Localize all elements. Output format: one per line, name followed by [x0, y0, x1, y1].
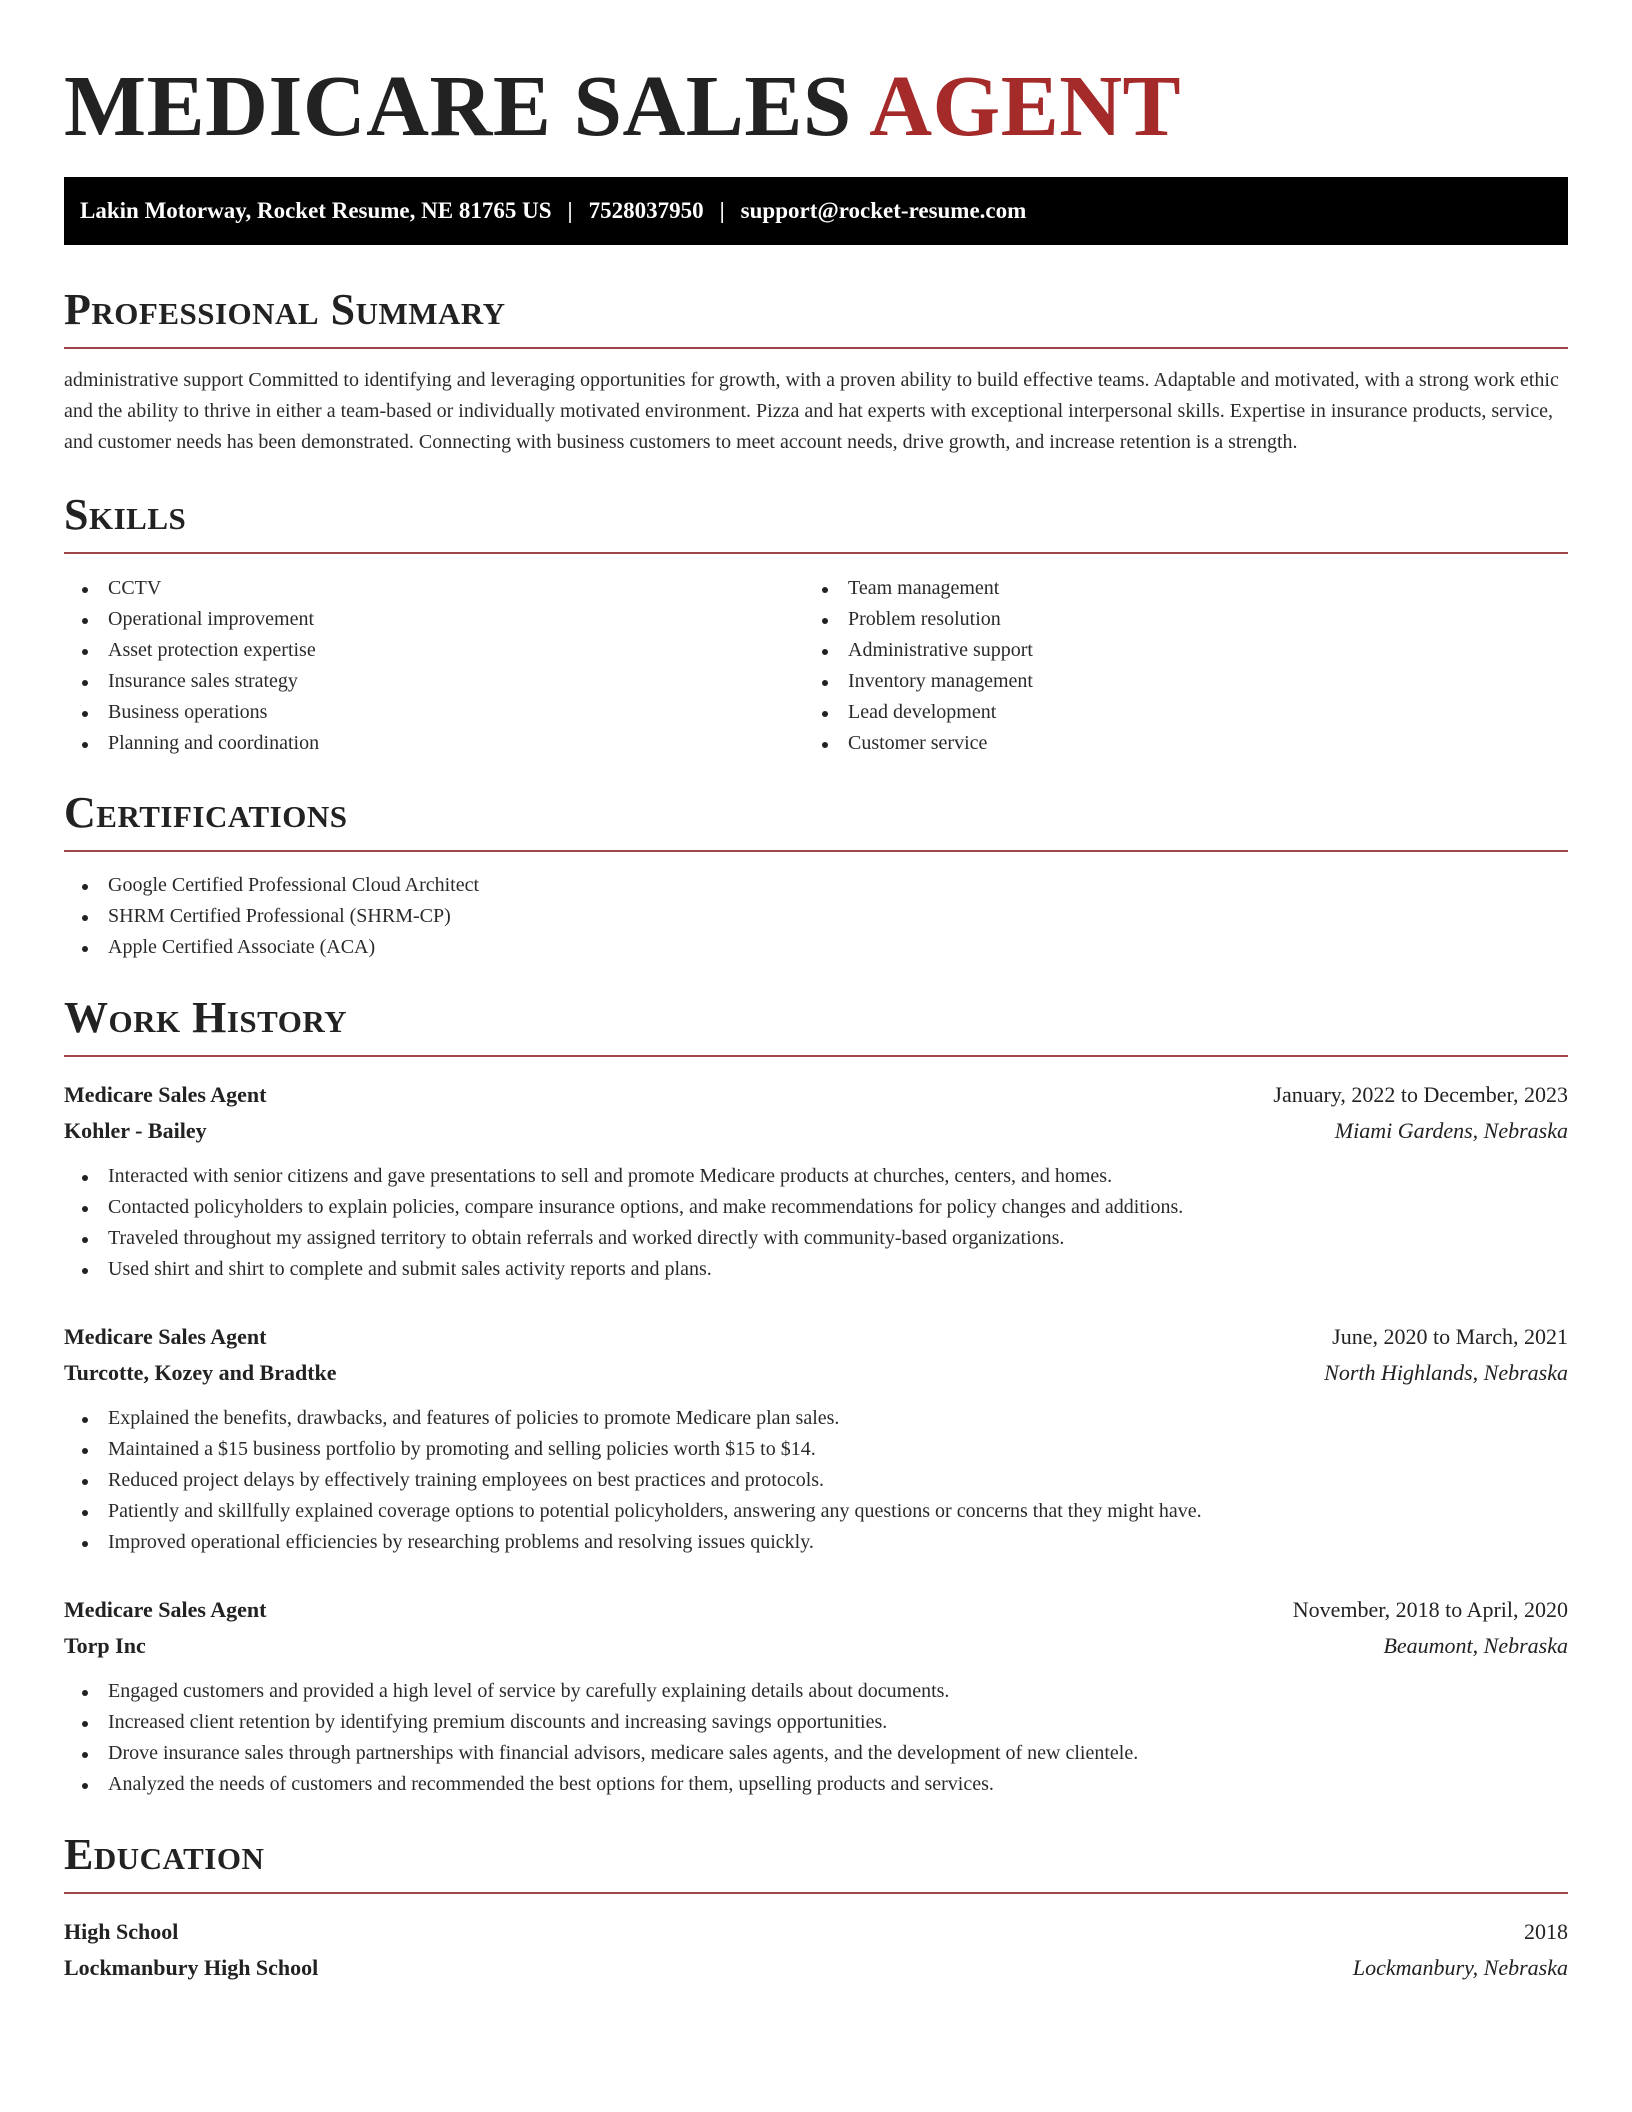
education-year: 2018: [1524, 1919, 1568, 1944]
contact-bar: [64, 177, 1568, 245]
job-dates: November, 2018 to April, 2020: [1292, 1597, 1568, 1622]
section-divider: [64, 850, 1568, 852]
skills-heading: Skills: [64, 490, 187, 539]
job-bullet: Patiently and skillfully explained coverage options to potential policyholders, answering any questions or concerns that they might have.: [64, 1496, 1568, 1527]
skill-item: CCTV: [64, 573, 804, 604]
job-dates: January, 2022 to December, 2023: [1273, 1082, 1568, 1107]
job-company-row: [64, 1113, 1568, 1149]
summary-text: administrative support Committed to identifying and leveraging opportunities for growth, with a proven ability to build effective teams. Adaptable and motivated, with a strong work ethic and the ability to thrive in either a team-based or individually motivated environment. Pizza and hat experts with exceptional interpersonal skills. Expertise in insurance products, service, and customer needs has been demonstrated. Connecting with business customers to meet account needs, drive growth, and increase retention is a strength.: [64, 369, 1559, 453]
name-accent: AGENT: [869, 57, 1182, 154]
candidate-name: [64, 56, 1568, 156]
skill-item: Insurance sales strategy: [64, 666, 804, 697]
job-bullet: Reduced project delays by effectively training employees on best practices and protocols.: [64, 1465, 1568, 1496]
education-heading: Education: [64, 1830, 265, 1879]
job-company-row: [64, 1628, 1568, 1664]
certifications-heading: Certifications: [64, 788, 348, 837]
skill-item: Team management: [804, 573, 1544, 604]
name-main: MEDICARE SALES: [64, 57, 852, 154]
job-bullet: Interacted with senior citizens and gave presentations to sell and promote Medicare products at churches, centers, and homes.: [64, 1161, 1568, 1192]
job-bullet: Explained the benefits, drawbacks, and features of policies to promote Medicare plan sales.: [64, 1403, 1568, 1434]
job-title: Medicare Sales Agent: [64, 1597, 267, 1622]
skills-column-right: [804, 573, 1544, 759]
section-divider: [64, 552, 1568, 554]
job-bullet: Analyzed the needs of customers and recommended the best options for them, upselling products and services.: [64, 1769, 1568, 1800]
job-dates: June, 2020 to March, 2021: [1332, 1324, 1568, 1349]
job-entry: [64, 1077, 1568, 1285]
work-history-heading: Work History: [64, 993, 348, 1042]
job-location: Miami Gardens, Nebraska: [1334, 1118, 1568, 1143]
job-company: Torp Inc: [64, 1633, 146, 1658]
work-history-section: [64, 993, 1568, 1800]
skill-item: Inventory management: [804, 666, 1544, 697]
section-divider: [64, 1055, 1568, 1057]
skills-column-left: [64, 573, 804, 759]
job-company: Turcotte, Kozey and Bradtke: [64, 1360, 337, 1385]
job-bullets: [64, 1403, 1568, 1558]
job-location: North Highlands, Nebraska: [1324, 1360, 1568, 1385]
summary-section: [64, 285, 1568, 458]
skill-item: Planning and coordination: [64, 728, 804, 759]
job-title: Medicare Sales Agent: [64, 1082, 267, 1107]
contact-separator: |: [567, 198, 573, 223]
job-bullet: Maintained a $15 business portfolio by promoting and selling policies worth $15 to $14.: [64, 1434, 1568, 1465]
education-school-row: [64, 1950, 1568, 1986]
education-degree-row: [64, 1914, 1568, 1950]
education-location: Lockmanbury, Nebraska: [1352, 1955, 1568, 1980]
certification-item: Apple Certified Associate (ACA): [64, 932, 1568, 963]
education-section: [64, 1830, 1568, 1986]
contact-phone: 7528037950: [588, 198, 704, 223]
contact-separator: |: [719, 198, 725, 223]
skill-item: Customer service: [804, 728, 1544, 759]
job-location: Beaumont, Nebraska: [1383, 1633, 1568, 1658]
job-bullet: Improved operational efficiencies by researching problems and resolving issues quickly.: [64, 1527, 1568, 1558]
education-entry: [64, 1914, 1568, 1986]
job-bullet: Traveled throughout my assigned territory to obtain referrals and worked directly with community-based organizations.: [64, 1223, 1568, 1254]
job-header-row: [64, 1319, 1568, 1355]
certifications-section: [64, 788, 1568, 963]
job-bullets: [64, 1161, 1568, 1285]
job-bullets: [64, 1676, 1568, 1800]
job-title: Medicare Sales Agent: [64, 1324, 267, 1349]
certification-item: SHRM Certified Professional (SHRM-CP): [64, 901, 1568, 932]
section-divider: [64, 347, 1568, 349]
education-school: Lockmanbury High School: [64, 1955, 319, 1980]
summary-heading: Professional Summary: [64, 285, 506, 334]
certifications-list: [64, 870, 1568, 963]
job-header-row: [64, 1592, 1568, 1628]
job-bullet: Drove insurance sales through partnerships with financial advisors, medicare sales agents, and the development of new clientele.: [64, 1738, 1568, 1769]
certification-item: Google Certified Professional Cloud Architect: [64, 870, 1568, 901]
contact-email: support@rocket-resume.com: [740, 198, 1027, 223]
section-divider: [64, 1892, 1568, 1894]
skill-item: Lead development: [804, 697, 1544, 728]
job-bullet: Used shirt and shirt to complete and submit sales activity reports and plans.: [64, 1254, 1568, 1285]
skills-section: [64, 490, 1568, 759]
job-bullet: Engaged customers and provided a high level of service by carefully explaining details about documents.: [64, 1676, 1568, 1707]
skill-item: Operational improvement: [64, 604, 804, 635]
education-degree: High School: [64, 1919, 179, 1944]
job-entry: [64, 1592, 1568, 1800]
skill-item: Asset protection expertise: [64, 635, 804, 666]
job-bullet: Increased client retention by identifying premium discounts and increasing savings opportunities.: [64, 1707, 1568, 1738]
job-company-row: [64, 1355, 1568, 1391]
job-bullet: Contacted policyholders to explain policies, compare insurance options, and make recommendations for policy changes and additions.: [64, 1192, 1568, 1223]
skill-item: Business operations: [64, 697, 804, 728]
skills-list: [64, 573, 1568, 759]
contact-address: Lakin Motorway, Rocket Resume, NE 81765 US: [80, 198, 552, 223]
job-header-row: [64, 1077, 1568, 1113]
skill-item: Administrative support: [804, 635, 1544, 666]
skill-item: Problem resolution: [804, 604, 1544, 635]
job-entry: [64, 1319, 1568, 1558]
job-company: Kohler - Bailey: [64, 1118, 207, 1143]
